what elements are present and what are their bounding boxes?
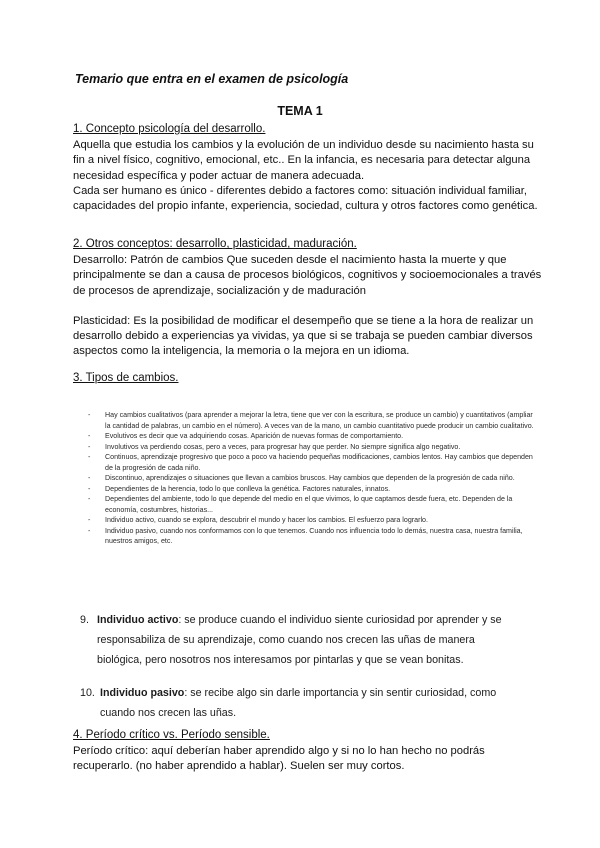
list-item: - Dependientes de la herencia, todo lo que conlleva la genética. Factores naturales, innatos. xyxy=(88,484,538,495)
section-1-paragraph-1: Aquella que estudia los cambios y la evolución de un individuo desde su nacimiento hasta su fin a nivel físico, cognitivo, emocional, etc.. En la infancia, es necesaria para detectar alguna necesidad específica y poder actuar de manera adecuada. xyxy=(73,139,534,182)
section-2-body xyxy=(73,253,543,360)
section-4-paragraph-1: Período crítico: aquí deberían haber aprendido algo y si no lo han hecho no podrás recuperarlo. (no haber aprendido a hablar). Suelen ser muy cortos. xyxy=(73,745,485,773)
section-1-heading: 1. Concepto psicología del desarrollo. xyxy=(73,123,266,135)
section-4-body xyxy=(73,744,543,775)
list-item: - Continuos, aprendizaje progresivo que poco a poco va haciendo pequeñas modificaciones, cambios lentos. Hay cambios que dependen de la progresión de cada niño. xyxy=(88,452,538,473)
list-item: - Individuo pasivo, cuando nos conformamos con lo que tenemos. Cuando nos influencia todo lo demás, nuestra casa, nuestra familia, nuestros amigos, etc. xyxy=(88,526,538,547)
item-number: 9. xyxy=(80,614,89,626)
item-term: Individuo activo xyxy=(97,614,179,626)
list-item: - Discontinuo, aprendizajes o situaciones que llevan a cambios bruscos. Hay cambios que dependen de la progresión de cada niño. xyxy=(88,473,538,484)
section-2-paragraph-2: Plasticidad: Es la posibilidad de modificar el desempeño que se tiene a la hora de realizar un desarrollo debido a experiencias ya vividas, ya que si se trabaja se pueden cambiar diversos aspectos como la inteligencia, la memoria o la mejora en un idioma. xyxy=(73,314,534,358)
numbered-item-10 xyxy=(80,683,520,723)
section-1-body xyxy=(73,138,543,214)
item-number: 10. xyxy=(80,687,95,699)
item-term: Individuo pasivo xyxy=(100,687,185,699)
section-2-paragraph-1: Desarrollo: Patrón de cambios Que suceden desde el nacimiento hasta la muerte y que principalmente se dan a causa de procesos biológicos, cognitivos y socioemocionales a través de procesos de aprendizaje, socialización y de maduración xyxy=(73,254,542,297)
list-item: - Involutivos va perdiendo cosas, pero a veces, para progresar hay que perder. No siempre significa algo negativo. xyxy=(88,442,538,453)
section-3-heading: 3. Tipos de cambios. xyxy=(73,372,179,384)
item-text: : se recibe algo sin darle importancia y sin sentir curiosidad, como cuando nos crecen las uñas. xyxy=(100,687,497,719)
scanned-change-list xyxy=(88,410,538,547)
list-item: - Dependientes del ambiente, todo lo que depende del medio en el que vivimos, lo que captamos desde fuera, etc. Dependen de la economía, costumbres, historias... xyxy=(88,494,538,515)
section-2-heading: 2. Otros conceptos: desarrollo, plasticidad, maduración. xyxy=(73,238,357,250)
document-title: Temario que entra en el examen de psicología xyxy=(75,72,349,86)
tema-heading: TEMA 1 xyxy=(277,104,323,118)
list-item: - Individuo activo, cuando se explora, descubrir el mundo y hacer los cambios. El esfuerzo para lograrlo. xyxy=(88,515,538,526)
list-item: - Evolutivos es decir que va adquiriendo cosas. Aparición de nuevas formas de comportamiento. xyxy=(88,431,538,442)
section-1-paragraph-2: Cada ser humano es único - diferentes debido a factores como: situación individual familiar, capacidades del propio infante, experiencia, sociedad, cultura y otros factores como genética. xyxy=(73,184,538,213)
section-4-heading: 4. Período crítico vs. Período sensible. xyxy=(73,729,270,741)
item-text: : se produce cuando el individuo siente curiosidad por aprender y se responsabiliza de su aprendizaje, como cuando nos crecen las uñas de manera biológica, pero nosotros nos interesamos por pintarlas y que se vean bonitas. xyxy=(97,614,502,666)
list-item: - Hay cambios cualitativos (para aprender a mejorar la letra, tiene que ver con la escritura, se produce un cambio) y cuantitativos (ampliar la cantidad de palabras, un cambio en el número). A veces van de la mano, un cambio cuantitativo puede producir un cambio cualitativo. xyxy=(88,410,538,431)
numbered-item-9 xyxy=(80,610,520,670)
